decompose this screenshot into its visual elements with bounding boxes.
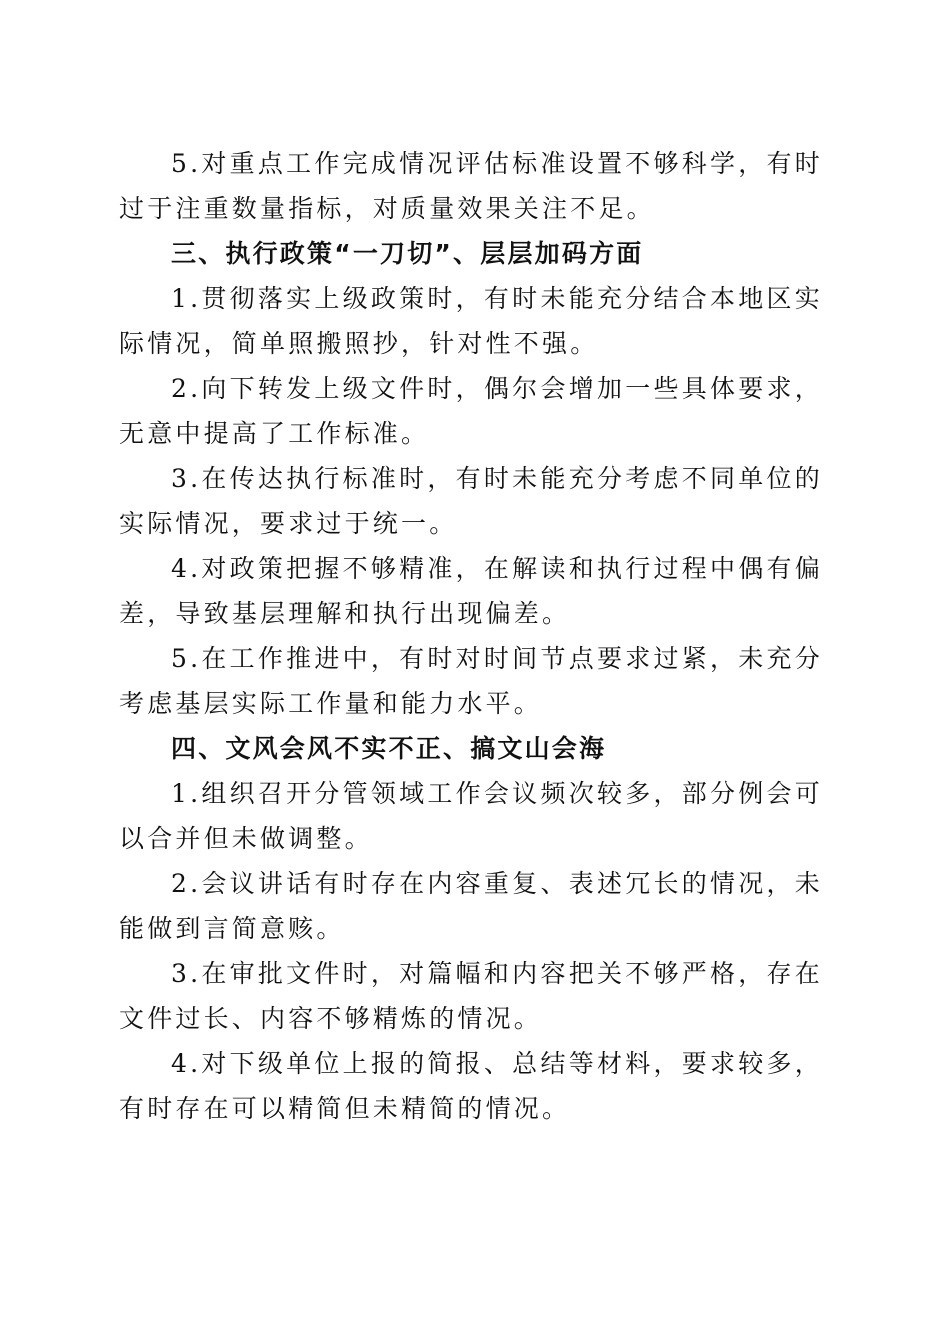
paragraph-s3-item-2: 2.向下转发上级文件时，偶尔会增加一些具体要求，无意中提高了工作标准。 <box>119 374 823 448</box>
paragraph-s4-item-4: 4.对下级单位上报的简报、总结等材料，要求较多，有时存在可以精简但未精简的情况。 <box>119 1049 823 1123</box>
paragraph-s3-item-3: 3.在传达执行标准时，有时未能充分考虑不同单位的实际情况，要求过于统一。 <box>119 464 823 538</box>
paragraph-s4-item-3: 3.在审批文件时，对篇幅和内容把关不够严格，存在文件过长、内容不够精炼的情况。 <box>119 959 823 1033</box>
paragraph-s4-item-1: 1.组织召开分管领域工作会议频次较多，部分例会可以合并但未做调整。 <box>119 779 823 853</box>
paragraph-s3-item-1: 1.贯彻落实上级政策时，有时未能充分结合本地区实际情况，简单照搬照抄，针对性不强。 <box>119 284 823 358</box>
paragraph-s3-item-5: 5.在工作推进中，有时对时间节点要求过紧，未充分考虑基层实际工作量和能力水平。 <box>119 644 823 718</box>
section-heading-3: 三、执行政策“一刀切”、层层加码方面 <box>171 239 644 268</box>
paragraph-s4-item-2: 2.会议讲话有时存在内容重复、表述冗长的情况，未能做到言简意赅。 <box>119 869 823 943</box>
document-body <box>119 141 823 1131</box>
paragraph-s2-item-5: 5.对重点工作完成情况评估标准设置不够科学，有时过于注重数量指标，对质量效果关注不足。 <box>119 149 823 223</box>
section-heading-4: 四、文风会风不实不正、搞文山会海 <box>171 734 607 763</box>
paragraph-s3-item-4: 4.对政策把握不够精准，在解读和执行过程中偶有偏差，导致基层理解和执行出现偏差。 <box>119 554 823 628</box>
